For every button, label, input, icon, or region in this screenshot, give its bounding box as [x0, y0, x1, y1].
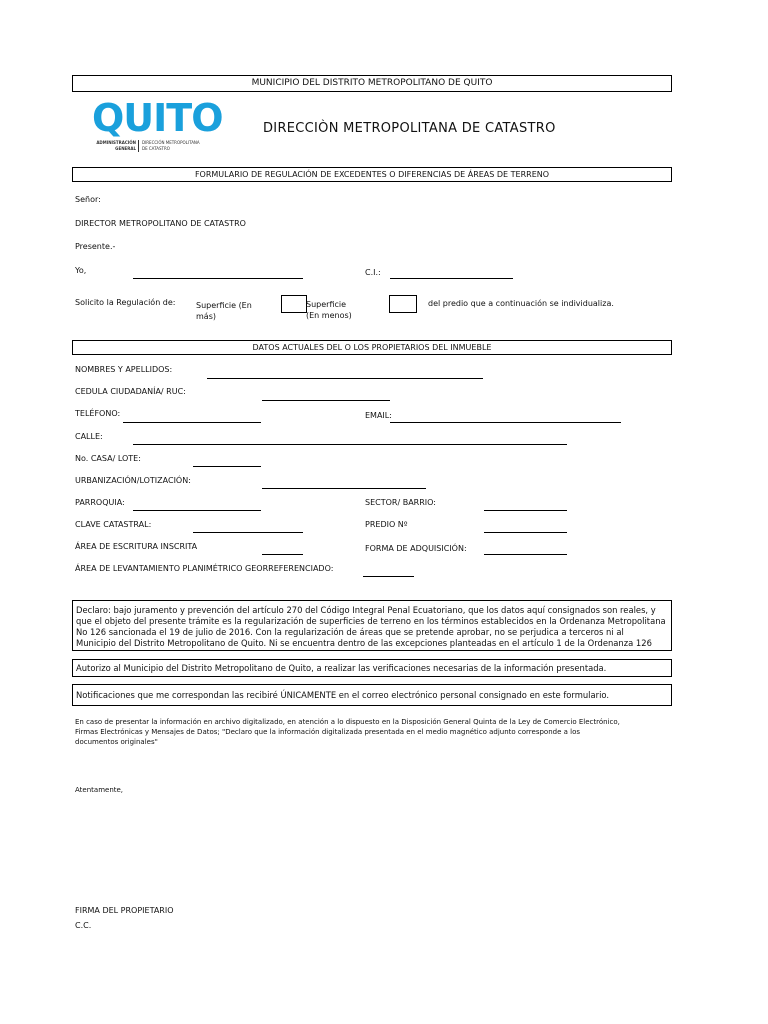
clave-label: CLAVE CATASTRAL: — [75, 520, 152, 529]
clave-input[interactable] — [193, 522, 303, 533]
quito-logo — [88, 96, 223, 154]
datos-title: DATOS ACTUALES DEL O LOS PROPIETARIOS DEL INMUEBLE — [252, 343, 492, 352]
area-levantamiento-label: ÁREA DE LEVANTAMIENTO PLANIMÉTRICO GEORREFERENCIADO: — [75, 564, 334, 573]
logo-admin-text: ADMINISTRACIÓN GENERAL — [96, 140, 136, 151]
predio-input[interactable] — [484, 522, 567, 533]
superficie-mas-label: Superficie (En más) — [196, 301, 252, 321]
municipio-header — [72, 75, 672, 92]
senor-label: Señor: — [75, 195, 101, 204]
ci-input[interactable] — [390, 268, 513, 279]
declaro-line-2: que el objeto del presente trámite es la regularización de superficies de terreno en los términos establecidos en la Ordenanza Metropolitana — [76, 616, 666, 626]
sector-label: SECTOR/ BARRIO: — [365, 498, 436, 507]
digital-note-line-2: Firmas Electrónicas y Mensajes de Datos; "Declaro que la información digitalizada presentada en el medio magnético adjunto corresponde a los — [75, 728, 580, 736]
solicito-suffix: del predio que a continuación se individualiza. — [428, 299, 614, 308]
autorizo-box — [72, 659, 672, 677]
urbanizacion-input[interactable] — [262, 478, 426, 489]
parroquia-input[interactable] — [133, 500, 261, 511]
nombres-input[interactable] — [207, 368, 483, 379]
nombres-label: NOMBRES Y APELLIDOS: — [75, 365, 173, 374]
superficie-menos-checkbox[interactable] — [389, 295, 417, 313]
parroquia-label: PARROQUIA: — [75, 498, 125, 507]
firma-label: FIRMA DEL PROPIETARIO — [75, 906, 174, 915]
formulario-title-box — [72, 167, 672, 182]
forma-adquisicion-label: FORMA DE ADQUISICIÓN: — [365, 544, 467, 553]
email-label: EMAIL: — [365, 411, 392, 420]
director-label: DIRECTOR METROPOLITANO DE CATASTRO — [75, 219, 246, 228]
calle-input[interactable] — [133, 434, 567, 445]
declaro-line-4: Municipio del Distrito Metropolitano de Quito. Ni se encuentra dentro de las excepciones planteadas en el artículo 1 de la Ordenanza 126 — [76, 638, 652, 648]
logo-divider — [138, 140, 139, 152]
direccion-title: DIRECCIÒN METROPOLITANA DE CATASTRO — [263, 121, 556, 136]
datos-title-box — [72, 340, 672, 355]
email-input[interactable] — [390, 412, 621, 423]
formulario-title: FORMULARIO DE REGULACIÓN DE EXCEDENTES O DIFERENCIAS DE ÁREAS DE TERRENO — [194, 170, 550, 179]
atentamente-label: Atentamente, — [75, 786, 124, 794]
casa-label: No. CASA/ LOTE: — [75, 454, 141, 463]
calle-label: CALLE: — [75, 432, 103, 441]
superficie-mas-checkbox[interactable] — [281, 295, 307, 313]
notificaciones-text: Notificaciones que me correspondan las recibiré ÚNICAMENTE en el correo electrónico personal consignado en este formulario. — [76, 690, 610, 700]
solicito-label: Solicito la Regulación de: — [75, 298, 176, 307]
logo-wordmark: QUITO — [92, 96, 223, 140]
cedula-input[interactable] — [262, 390, 390, 401]
digital-note-line-1: En caso de presentar la información en archivo digitalizado, en atención a lo dispuesto en la Disposición General Quinta de la Ley de Comercio Electrónico, — [75, 718, 620, 726]
declaro-line-1: Declaro: bajo juramento y prevención del artículo 270 del Código Integral Penal Ecuatoriano, que los datos aquí consignados son reales, y — [76, 605, 656, 615]
sector-input[interactable] — [484, 500, 567, 511]
declaro-line-3: No 126 sancionada el 19 de julio de 2016. Con la regularización de áreas que se pretende aprobar, no se perjudica a terceros ni al — [76, 627, 624, 637]
cedula-label: CEDULA CIUDADANÍA/ RUC: — [75, 387, 186, 396]
digital-note-line-3: documentos originales" — [75, 738, 158, 746]
municipio-title: MUNICIPIO DEL DISTRITO METROPOLITANO DE QUITO — [251, 78, 493, 88]
forma-adquisicion-input[interactable] — [484, 544, 567, 555]
autorizo-text: Autorizo al Municipio del Distrito Metropolitano de Quito, a realizar las verificaciones necesarias de la información presentada. — [76, 663, 607, 673]
presente-label: Presente.- — [75, 242, 116, 251]
urbanizacion-label: URBANIZACIÓN/LOTIZACIÓN: — [75, 476, 191, 485]
casa-input[interactable] — [193, 456, 261, 467]
telefono-input[interactable] — [123, 412, 261, 423]
declaro-box — [72, 600, 672, 651]
predio-label: PREDIO Nº — [365, 520, 408, 529]
cc-label: C.C. — [75, 921, 92, 930]
yo-input[interactable] — [133, 268, 303, 279]
ci-label: C.I.: — [365, 268, 381, 277]
logo-dept-text: DIRECCIÓN METROPOLITANA DE CATASTRO — [142, 140, 200, 151]
area-escritura-label: ÁREA DE ESCRITURA INSCRITA — [75, 542, 198, 551]
yo-label: Yo, — [75, 266, 87, 275]
area-escritura-input[interactable] — [262, 544, 303, 555]
superficie-menos-label: Superficie (En menos) — [306, 300, 352, 320]
telefono-label: TELÉFONO: — [75, 409, 121, 418]
notificaciones-box — [72, 684, 672, 706]
area-levantamiento-input[interactable] — [363, 566, 414, 577]
